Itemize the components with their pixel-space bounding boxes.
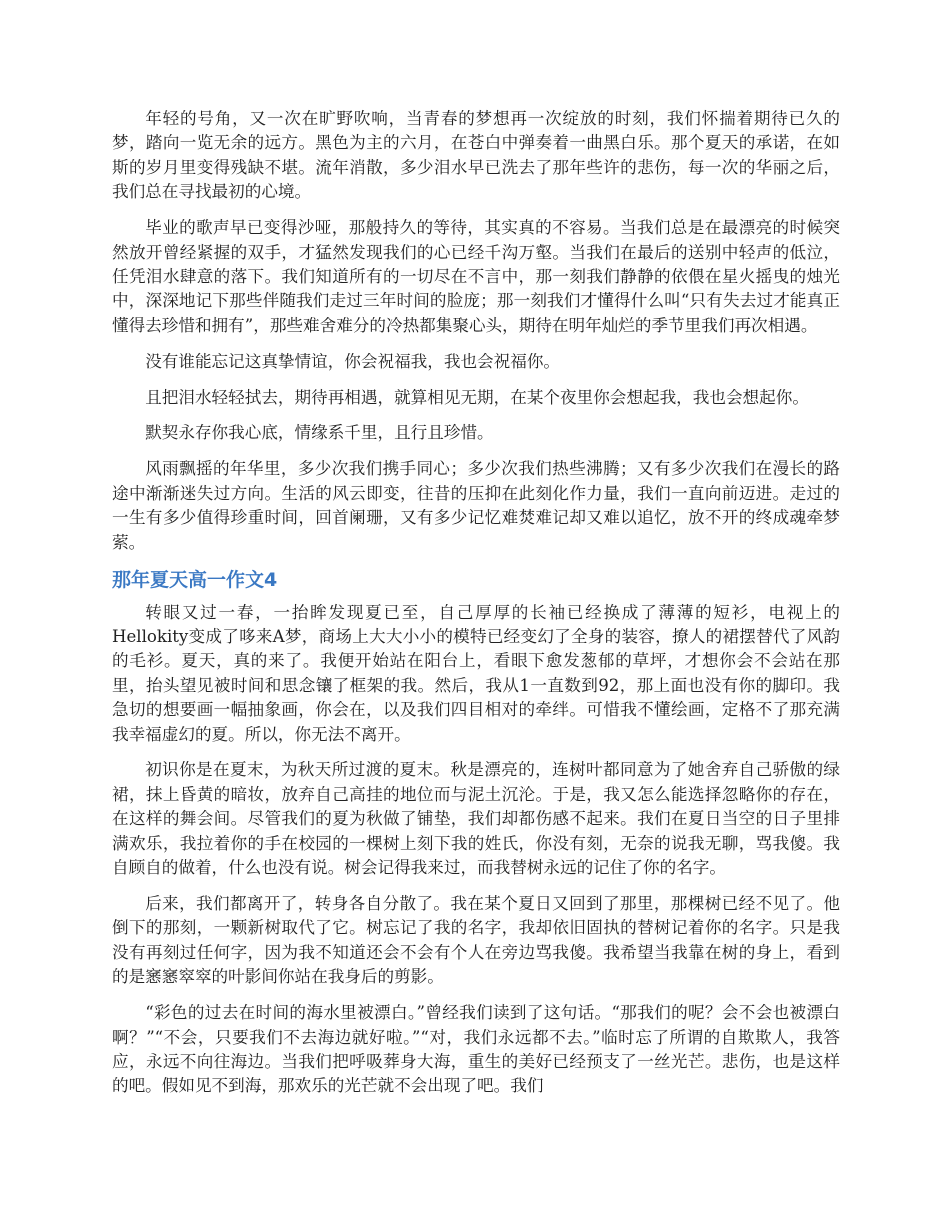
document-body xyxy=(112,107,840,1110)
paragraph: 初识你是在夏末，为秋天所过渡的夏末。秋是漂亮的，连树叶都同意为了她舍弃自己骄傲的绿裙，抹上昏黄的暗妆，放弃自己高挂的地位而与泥土沉沦。于是，我又怎么能选择忽略你的存在，在这样的舞会间。尽管我们的夏为秋做了铺垫，我们却都伤感不起来。我们在夏日当空的日子里排满欢乐，我拉着你的手在校园的一棵树上刻下我的姓氏，你没有刻，无奈的说我无聊，骂我傻。我自顾自的做着，什么也没有说。树会记得我来过，而我替树永远的记住了你的名字。 xyxy=(112,760,840,878)
paragraph: 年轻的号角，又一次在旷野吹响，当青春的梦想再一次绽放的时刻，我们怀揣着期待已久的梦，踏向一览无余的远方。黑色为主的六月，在苍白中弹奏着一曲黑白乐。那个夏天的承诺，在如斯的岁月里变得残缺不堪。流年消散，多少泪水早已洗去了那年些许的悲伤，每一次的华丽之后，我们总在寻找最初的心境。 xyxy=(112,109,840,202)
paragraph: 转眼又过一春，一抬眸发现夏已至，自己厚厚的长袖已经换成了薄薄的短衫，电视上的Hellokity变成了哆来A梦，商场上大大小小的模特已经变幻了全身的装容，撩人的裙摆替代了风韵的毛衫。夏天，真的来了。我便开始站在阳台上，看眼下愈发葱郁的草坪，才想你会不会站在那里，抬头望见被时间和思念镶了框架的我。然后，我从1一直数到92，那上面也没有你的脚印。我急切的想要画一幅抽象画，你会在，以及我们四目相对的牵绊。可惜我不懂绘画，定格不了那充满我幸福虚幻的夏。所以，你无法不离开。 xyxy=(112,602,840,744)
paragraph: “彩色的过去在时间的海水里被漂白。”曾经我们读到了这句话。“那我们的呢？会不会也被漂白啊？”“不会，只要我们不去海边就好啦。”“对，我们永远都不去。”临时忘了所谓的自欺欺人，我答应，永远不向往海边。当我们把呼吸葬身大海，重生的美好已经预支了一丝光芒。悲伤，也是这样的吧。假如见不到海，那欢乐的光芒就不会出现了吧。我们 xyxy=(112,1003,840,1096)
paragraph: 默契永存你我心底，情缘系千里，且行且珍惜。 xyxy=(145,423,494,443)
paragraph: 没有谁能忘记这真挚情谊，你会祝福我，我也会祝福你。 xyxy=(145,351,561,371)
paragraph: 且把泪水轻轻拭去，期待再相遇，就算相见无期，在某个夜里你会想起我，我也会想起你。 xyxy=(145,387,809,407)
section-heading: 那年夏天高一作文4 xyxy=(112,568,278,591)
paragraph: 风雨飘摇的年华里，多少次我们携手同心；多少次我们热些沸腾；又有多少次我们在漫长的路途中渐渐迷失过方向。生活的风云即变，往昔的压抑在此刻化作力量，我们一直向前迈进。走过的一生有多少值得珍重时间，回首阑珊，又有多少记忆难焚难记却又难以追忆，放不开的终成魂牵梦萦。 xyxy=(112,459,840,552)
paragraph: 后来，我们都离开了，转身各自分散了。我在某个夏日又回到了那里，那棵树已经不见了。他倒下的那刻，一颗新树取代了它。树忘记了我的名字，我却依旧固执的替树记着你的名字。只是我没有再刻过任何字，因为我不知道还会不会有个人在旁边骂我傻。我希望当我靠在树的身上，看到的是窸窸窣窣的叶影间你站在我身后的剪影。 xyxy=(112,893,840,987)
paragraph: 毕业的歌声早已变得沙哑，那般持久的等待，其实真的不容易。当我们总是在最漂亮的时候突然放开曾经紧握的双手，才猛然发现我们的心已经千沟万壑。当我们在最后的送别中轻声的低泣，任凭泪水肆意的落下。我们知道所有的一切尽在不言中，那一刻我们静静的依偎在星火摇曳的烛光中，深深地记下那些伴随我们走过三年时间的脸庞；那一刻我们才懂得什么叫“只有失去过才能真正懂得去珍惜和拥有”，那些难舍难分的冷热都集聚心头，期待在明年灿烂的季节里我们再次相遇。 xyxy=(112,218,840,335)
